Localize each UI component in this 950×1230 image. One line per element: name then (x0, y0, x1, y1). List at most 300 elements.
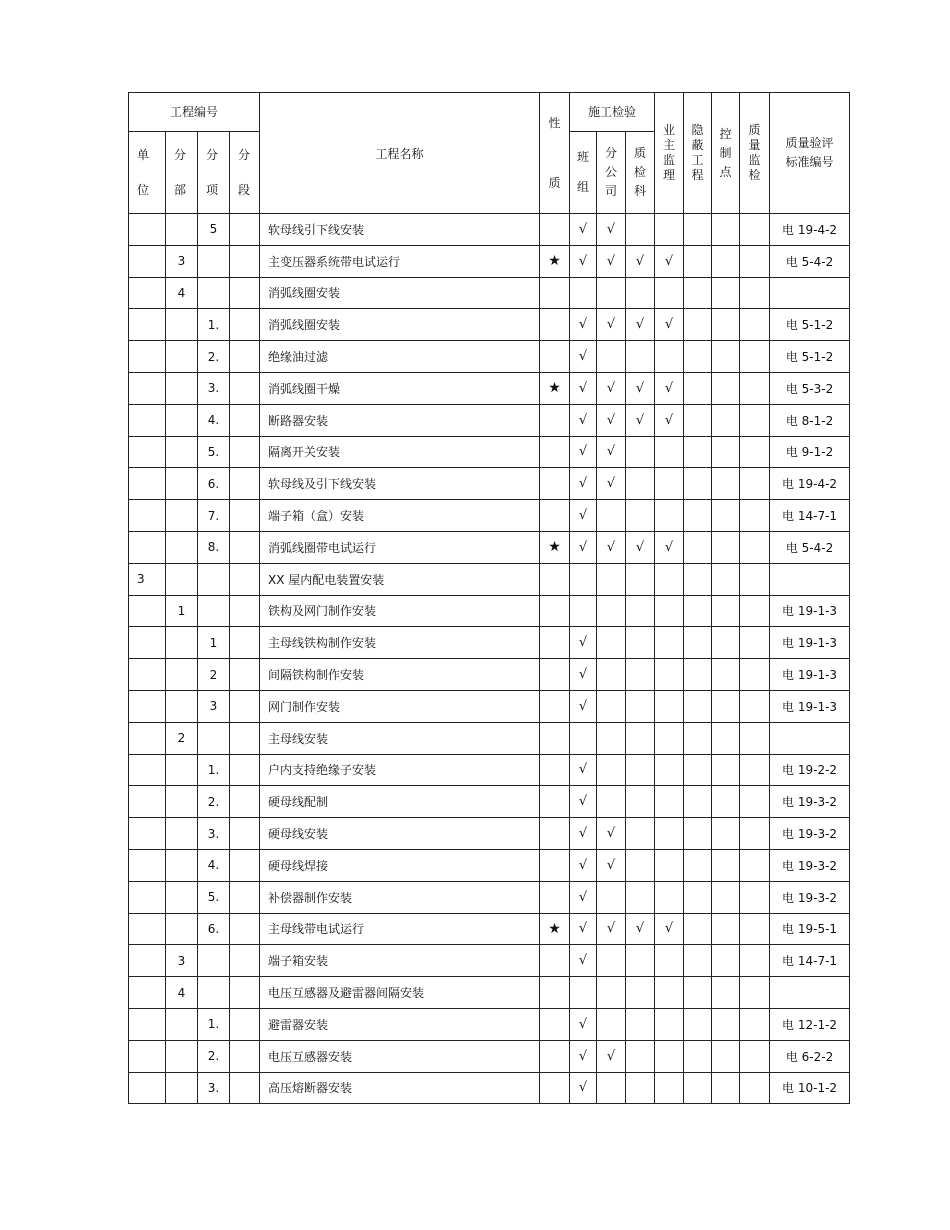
owner-check-cell (655, 563, 684, 595)
standard-number-cell: 电 19-4-2 (770, 214, 850, 246)
hidden-check-cell (684, 341, 712, 373)
table-row (129, 404, 850, 436)
nature-cell (540, 722, 570, 754)
control-check-cell (712, 309, 740, 341)
item-cell: 3 (198, 690, 230, 722)
supervision-check-cell (740, 627, 770, 659)
table-row (129, 372, 850, 404)
table-row (129, 1008, 850, 1040)
branch-check-cell: √ (597, 1040, 626, 1072)
division-cell (166, 818, 198, 850)
section-cell (230, 818, 260, 850)
qc-check-cell (626, 849, 655, 881)
hidden-check-cell (684, 245, 712, 277)
standard-number-cell: 电 19-1-3 (770, 627, 850, 659)
standard-number-cell: 电 10-1-2 (770, 1072, 850, 1104)
section-cell (230, 436, 260, 468)
table-row (129, 977, 850, 1009)
hidden-check-cell (684, 595, 712, 627)
section-cell (230, 722, 260, 754)
header-owner-supervision: 业 主 监 理 (655, 93, 684, 214)
team-check-cell (570, 563, 597, 595)
branch-check-cell (597, 595, 626, 627)
division-cell (166, 531, 198, 563)
unit-cell (129, 690, 166, 722)
header-team: 班 组 (570, 131, 597, 213)
nature-cell (540, 945, 570, 977)
standard-number-cell: 电 19-3-2 (770, 818, 850, 850)
nature-cell (540, 690, 570, 722)
project-name-cell: XX 屋内配电装置安装 (260, 563, 540, 595)
branch-check-cell: √ (597, 468, 626, 500)
header-section: 分 段 (230, 131, 260, 213)
team-check-cell: √ (570, 531, 597, 563)
branch-check-cell (597, 1008, 626, 1040)
hidden-check-cell (684, 404, 712, 436)
hidden-check-cell (684, 214, 712, 246)
header-qc-department: 质 检 科 (626, 131, 655, 213)
item-cell: 2. (198, 341, 230, 373)
control-check-cell (712, 881, 740, 913)
supervision-check-cell (740, 945, 770, 977)
section-cell (230, 1008, 260, 1040)
standard-number-cell: 电 14-7-1 (770, 500, 850, 532)
nature-cell (540, 436, 570, 468)
nature-cell (540, 468, 570, 500)
table-row (129, 595, 850, 627)
qc-check-cell (626, 722, 655, 754)
qc-check-cell (626, 1072, 655, 1104)
standard-number-cell: 电 19-5-1 (770, 913, 850, 945)
section-cell (230, 690, 260, 722)
table-row (129, 627, 850, 659)
standard-number-cell: 电 19-4-2 (770, 468, 850, 500)
standard-number-cell: 电 19-1-3 (770, 659, 850, 691)
owner-check-cell (655, 595, 684, 627)
branch-check-cell: √ (597, 309, 626, 341)
item-cell: 4. (198, 404, 230, 436)
project-name-cell: 户内支持绝缘子安装 (260, 754, 540, 786)
header-project-code: 工程编号 (129, 93, 260, 132)
header-quality-supervision: 质 量 监 检 (740, 93, 770, 214)
team-check-cell: √ (570, 214, 597, 246)
qc-check-cell: √ (626, 404, 655, 436)
team-check-cell (570, 722, 597, 754)
hidden-check-cell (684, 1072, 712, 1104)
branch-check-cell: √ (597, 849, 626, 881)
division-cell (166, 1072, 198, 1104)
qc-check-cell (626, 1040, 655, 1072)
hidden-check-cell (684, 1040, 712, 1072)
unit-cell (129, 945, 166, 977)
supervision-check-cell (740, 436, 770, 468)
division-cell (166, 468, 198, 500)
project-name-cell: 消弧线圈干燥 (260, 372, 540, 404)
control-check-cell (712, 245, 740, 277)
control-check-cell (712, 1040, 740, 1072)
item-cell (198, 277, 230, 309)
owner-check-cell (655, 1008, 684, 1040)
project-name-cell: 消弧线圈安装 (260, 277, 540, 309)
section-cell (230, 531, 260, 563)
item-cell: 2. (198, 1040, 230, 1072)
standard-number-cell: 电 6-2-2 (770, 1040, 850, 1072)
division-cell (166, 214, 198, 246)
standard-number-cell: 电 5-3-2 (770, 372, 850, 404)
section-cell (230, 245, 260, 277)
unit-cell (129, 436, 166, 468)
control-check-cell (712, 849, 740, 881)
item-cell: 8. (198, 531, 230, 563)
nature-cell (540, 1072, 570, 1104)
control-check-cell (712, 404, 740, 436)
qc-check-cell (626, 341, 655, 373)
supervision-check-cell (740, 977, 770, 1009)
table-row (129, 786, 850, 818)
qc-check-cell (626, 945, 655, 977)
header-unit: 单 位 (129, 131, 166, 213)
qc-check-cell (626, 1008, 655, 1040)
division-cell (166, 309, 198, 341)
nature-cell (540, 563, 570, 595)
team-check-cell: √ (570, 690, 597, 722)
division-cell (166, 659, 198, 691)
team-check-cell: √ (570, 945, 597, 977)
control-check-cell (712, 977, 740, 1009)
qc-check-cell: √ (626, 913, 655, 945)
owner-check-cell (655, 1040, 684, 1072)
supervision-check-cell (740, 595, 770, 627)
section-cell (230, 372, 260, 404)
supervision-check-cell (740, 1040, 770, 1072)
owner-check-cell (655, 659, 684, 691)
qc-check-cell: √ (626, 531, 655, 563)
standard-number-cell: 电 12-1-2 (770, 1008, 850, 1040)
section-cell (230, 627, 260, 659)
supervision-check-cell (740, 309, 770, 341)
nature-cell (540, 341, 570, 373)
team-check-cell: √ (570, 659, 597, 691)
table-row (129, 690, 850, 722)
branch-check-cell (597, 1072, 626, 1104)
owner-check-cell (655, 436, 684, 468)
branch-check-cell: √ (597, 372, 626, 404)
project-name-cell: 铁构及网门制作安装 (260, 595, 540, 627)
hidden-check-cell (684, 309, 712, 341)
division-cell (166, 754, 198, 786)
section-cell (230, 945, 260, 977)
branch-check-cell (597, 500, 626, 532)
qc-check-cell (626, 754, 655, 786)
project-name-cell: 硬母线焊接 (260, 849, 540, 881)
supervision-check-cell (740, 563, 770, 595)
owner-check-cell (655, 881, 684, 913)
control-check-cell (712, 690, 740, 722)
control-check-cell (712, 468, 740, 500)
division-cell (166, 849, 198, 881)
project-name-cell: 高压熔断器安装 (260, 1072, 540, 1104)
project-name-cell: 断路器安装 (260, 404, 540, 436)
standard-number-cell: 电 5-4-2 (770, 245, 850, 277)
unit-cell (129, 468, 166, 500)
hidden-check-cell (684, 1008, 712, 1040)
standard-number-cell: 电 19-1-3 (770, 595, 850, 627)
table-row (129, 849, 850, 881)
table-row (129, 881, 850, 913)
branch-check-cell (597, 341, 626, 373)
item-cell: 1. (198, 309, 230, 341)
team-check-cell (570, 977, 597, 1009)
division-cell: 4 (166, 277, 198, 309)
table-row (129, 309, 850, 341)
hidden-check-cell (684, 977, 712, 1009)
supervision-check-cell (740, 404, 770, 436)
project-name-cell: 主母线铁构制作安装 (260, 627, 540, 659)
branch-check-cell: √ (597, 404, 626, 436)
team-check-cell: √ (570, 341, 597, 373)
team-check-cell: √ (570, 1072, 597, 1104)
item-cell: 5 (198, 214, 230, 246)
owner-check-cell (655, 818, 684, 850)
nature-cell (540, 786, 570, 818)
team-check-cell: √ (570, 372, 597, 404)
item-cell (198, 945, 230, 977)
division-cell: 3 (166, 245, 198, 277)
standard-number-cell: 电 19-2-2 (770, 754, 850, 786)
item-cell: 2 (198, 659, 230, 691)
section-cell (230, 659, 260, 691)
table-row (129, 722, 850, 754)
branch-check-cell (597, 659, 626, 691)
branch-check-cell (597, 945, 626, 977)
nature-cell: ★ (540, 913, 570, 945)
control-check-cell (712, 595, 740, 627)
qc-check-cell (626, 977, 655, 1009)
division-cell (166, 500, 198, 532)
supervision-check-cell (740, 245, 770, 277)
standard-number-cell (770, 977, 850, 1009)
division-cell (166, 1040, 198, 1072)
nature-cell (540, 1008, 570, 1040)
qc-check-cell: √ (626, 309, 655, 341)
standard-number-cell: 电 19-3-2 (770, 881, 850, 913)
project-name-cell: 网门制作安装 (260, 690, 540, 722)
quality-inspection-table (128, 92, 850, 1104)
hidden-check-cell (684, 754, 712, 786)
control-check-cell (712, 277, 740, 309)
table-row (129, 468, 850, 500)
unit-cell (129, 341, 166, 373)
item-cell: 2. (198, 786, 230, 818)
control-check-cell (712, 500, 740, 532)
qc-check-cell (626, 595, 655, 627)
nature-cell (540, 309, 570, 341)
branch-check-cell (597, 977, 626, 1009)
project-name-cell: 主母线安装 (260, 722, 540, 754)
unit-cell (129, 1008, 166, 1040)
control-check-cell (712, 214, 740, 246)
team-check-cell: √ (570, 913, 597, 945)
project-name-cell: 隔离开关安装 (260, 436, 540, 468)
supervision-check-cell (740, 913, 770, 945)
project-name-cell: 软母线及引下线安装 (260, 468, 540, 500)
hidden-check-cell (684, 659, 712, 691)
control-check-cell (712, 531, 740, 563)
project-name-cell: 主变压器系统带电试运行 (260, 245, 540, 277)
section-cell (230, 404, 260, 436)
project-name-cell: 间隔铁构制作安装 (260, 659, 540, 691)
control-check-cell (712, 945, 740, 977)
standard-number-cell: 电 5-4-2 (770, 531, 850, 563)
item-cell (198, 245, 230, 277)
item-cell: 4. (198, 849, 230, 881)
qc-check-cell (626, 627, 655, 659)
table-row (129, 945, 850, 977)
branch-check-cell: √ (597, 245, 626, 277)
hidden-check-cell (684, 945, 712, 977)
section-cell (230, 595, 260, 627)
unit-cell (129, 627, 166, 659)
nature-cell (540, 977, 570, 1009)
division-cell (166, 913, 198, 945)
hidden-check-cell (684, 436, 712, 468)
project-name-cell: 消弧线圈安装 (260, 309, 540, 341)
item-cell: 5. (198, 436, 230, 468)
project-name-cell: 补偿器制作安装 (260, 881, 540, 913)
table-row (129, 436, 850, 468)
hidden-check-cell (684, 468, 712, 500)
qc-check-cell (626, 881, 655, 913)
unit-cell (129, 722, 166, 754)
control-check-cell (712, 722, 740, 754)
hidden-check-cell (684, 277, 712, 309)
section-cell (230, 754, 260, 786)
table-row (129, 1072, 850, 1104)
team-check-cell (570, 277, 597, 309)
nature-cell (540, 818, 570, 850)
owner-check-cell (655, 500, 684, 532)
owner-check-cell: √ (655, 245, 684, 277)
item-cell (198, 563, 230, 595)
unit-cell (129, 531, 166, 563)
project-name-cell: 端子箱（盒）安装 (260, 500, 540, 532)
header-standard-number: 质量验评 标准编号 (770, 93, 850, 214)
supervision-check-cell (740, 1008, 770, 1040)
unit-cell (129, 849, 166, 881)
supervision-check-cell (740, 754, 770, 786)
nature-cell (540, 1040, 570, 1072)
qc-check-cell (626, 468, 655, 500)
table-row (129, 913, 850, 945)
qc-check-cell (626, 436, 655, 468)
supervision-check-cell (740, 341, 770, 373)
supervision-check-cell (740, 659, 770, 691)
header-construction-check: 施工检验 (570, 93, 655, 132)
control-check-cell (712, 786, 740, 818)
unit-cell: 3 (129, 563, 166, 595)
standard-number-cell: 电 19-3-2 (770, 849, 850, 881)
supervision-check-cell (740, 881, 770, 913)
unit-cell (129, 277, 166, 309)
branch-check-cell (597, 690, 626, 722)
hidden-check-cell (684, 627, 712, 659)
nature-cell (540, 627, 570, 659)
control-check-cell (712, 627, 740, 659)
section-cell (230, 1072, 260, 1104)
standard-number-cell (770, 563, 850, 595)
unit-cell (129, 659, 166, 691)
nature-cell (540, 881, 570, 913)
control-check-cell (712, 341, 740, 373)
unit-cell (129, 309, 166, 341)
team-check-cell: √ (570, 1040, 597, 1072)
hidden-check-cell (684, 786, 712, 818)
item-cell (198, 595, 230, 627)
control-check-cell (712, 754, 740, 786)
team-check-cell: √ (570, 468, 597, 500)
division-cell (166, 404, 198, 436)
item-cell: 3. (198, 1072, 230, 1104)
standard-number-cell: 电 19-1-3 (770, 690, 850, 722)
owner-check-cell (655, 722, 684, 754)
unit-cell (129, 786, 166, 818)
supervision-check-cell (740, 372, 770, 404)
qc-check-cell: √ (626, 245, 655, 277)
supervision-check-cell (740, 818, 770, 850)
team-check-cell: √ (570, 627, 597, 659)
hidden-check-cell (684, 563, 712, 595)
project-name-cell: 消弧线圈带电试运行 (260, 531, 540, 563)
unit-cell (129, 1040, 166, 1072)
header-control-point: 控 制 点 (712, 93, 740, 214)
item-cell: 3. (198, 818, 230, 850)
owner-check-cell (655, 977, 684, 1009)
supervision-check-cell (740, 849, 770, 881)
table-row (129, 754, 850, 786)
division-cell (166, 372, 198, 404)
hidden-check-cell (684, 500, 712, 532)
unit-cell (129, 404, 166, 436)
qc-check-cell (626, 818, 655, 850)
supervision-check-cell (740, 277, 770, 309)
header-branch-company: 分 公 司 (597, 131, 626, 213)
control-check-cell (712, 563, 740, 595)
nature-cell (540, 595, 570, 627)
section-cell (230, 277, 260, 309)
team-check-cell: √ (570, 818, 597, 850)
branch-check-cell: √ (597, 214, 626, 246)
owner-check-cell (655, 214, 684, 246)
header-hidden-works: 隐 蔽 工 程 (684, 93, 712, 214)
nature-cell (540, 277, 570, 309)
division-cell: 3 (166, 945, 198, 977)
unit-cell (129, 595, 166, 627)
owner-check-cell (655, 277, 684, 309)
item-cell (198, 977, 230, 1009)
section-cell (230, 913, 260, 945)
owner-check-cell: √ (655, 913, 684, 945)
branch-check-cell (597, 754, 626, 786)
nature-cell (540, 500, 570, 532)
project-name-cell: 主母线带电试运行 (260, 913, 540, 945)
qc-check-cell (626, 786, 655, 818)
team-check-cell: √ (570, 849, 597, 881)
project-name-cell: 软母线引下线安装 (260, 214, 540, 246)
team-check-cell: √ (570, 245, 597, 277)
team-check-cell: √ (570, 1008, 597, 1040)
section-cell (230, 563, 260, 595)
branch-check-cell (597, 722, 626, 754)
